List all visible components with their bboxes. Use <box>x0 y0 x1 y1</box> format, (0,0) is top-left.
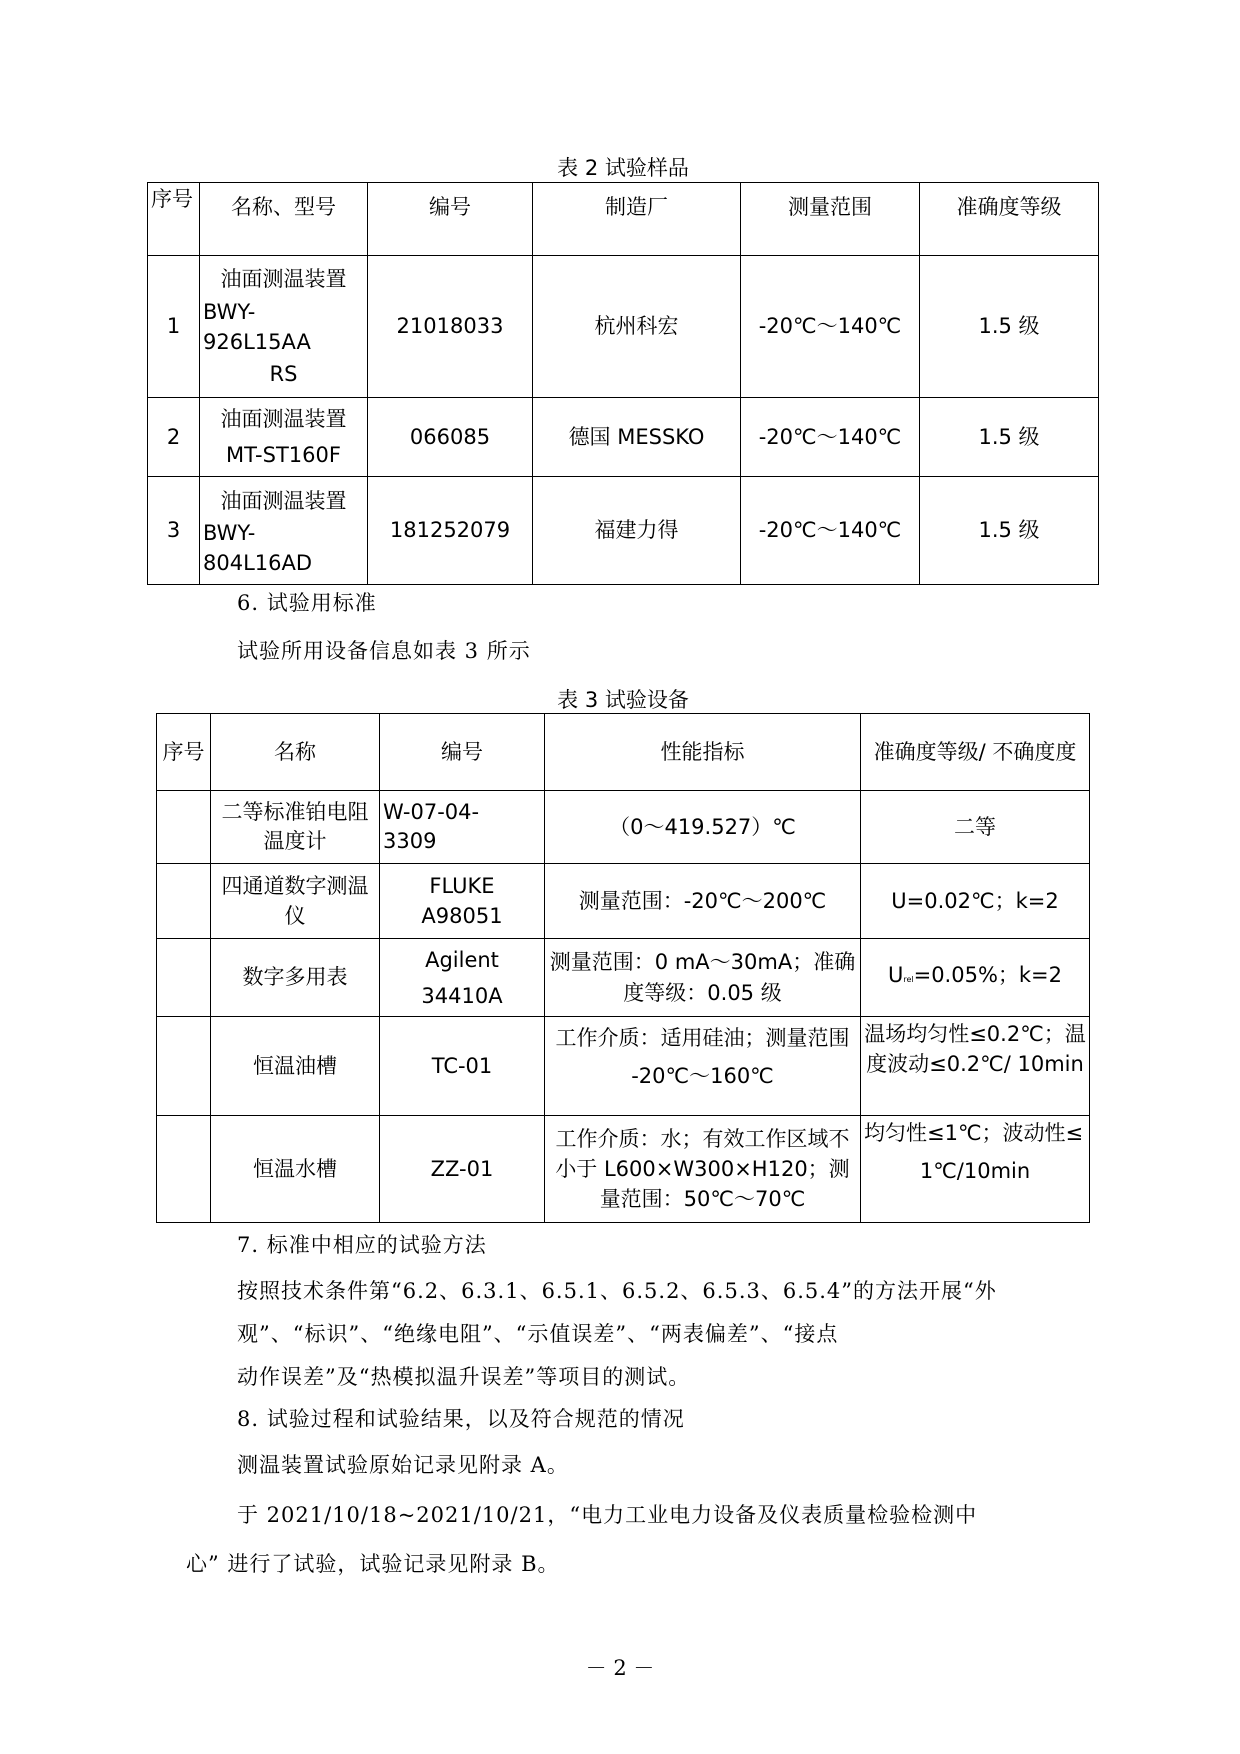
section8-line3: 心” 进行了试验，试验记录见附录 B。 <box>186 1552 560 1576</box>
row-range: -20℃～140℃ <box>741 477 920 585</box>
section7-line3: 动作误差”及“热模拟温升误差”等项目的测试。 <box>237 1365 691 1389</box>
row-code-b: A98051 <box>421 904 503 928</box>
row-name: 油面测温装置 <box>220 266 347 291</box>
table2-header-grade: 准确度等级 <box>920 183 1099 256</box>
row-maker: 福建力得 <box>533 477 741 585</box>
table2-header-no: 序号 <box>148 183 200 256</box>
row-code <box>380 791 545 864</box>
row-range: -20℃～140℃ <box>741 398 920 477</box>
row-grade: U=0.02℃；k=2 <box>861 864 1090 939</box>
row-name: 恒温油槽 <box>211 1017 380 1116</box>
table3-header-row <box>157 714 1090 791</box>
row-no: 2 <box>148 398 200 477</box>
table3-header-grade: 准确度等级/ 不确度度 <box>861 714 1090 791</box>
row-grade <box>861 939 1090 1017</box>
table2-header-code: 编号 <box>368 183 533 256</box>
table2-header-row <box>148 183 1099 256</box>
section6-heading: 6. 试验用标准 <box>237 591 377 615</box>
row-spec: 工作介质：水；有效工作区域不小于 L600×W300×H120；测量范围：50℃～70℃ <box>545 1116 861 1223</box>
row-name-model <box>200 477 368 585</box>
table2 <box>147 182 1099 585</box>
row-grade-sub: rel <box>903 975 914 984</box>
row-grade-rest: =0.05%；k=2 <box>913 963 1063 987</box>
row-code-b: 34410A <box>421 983 503 1008</box>
row-model-a: BWY- <box>203 299 256 324</box>
row-maker: 杭州科宏 <box>533 256 741 398</box>
row-no: 3 <box>148 477 200 585</box>
row-spec-b: -20℃～160℃ <box>631 1064 774 1088</box>
row-model-b: 926L15AA <box>203 329 311 354</box>
row-name: 四通道数字测温仪 <box>211 864 380 939</box>
table2-header-maker: 制造厂 <box>533 183 741 256</box>
table-row <box>157 1017 1090 1116</box>
section7-heading: 7. 标准中相应的试验方法 <box>237 1233 487 1257</box>
row-grade: 1.5 级 <box>920 256 1099 398</box>
row-code: 21018033 <box>368 256 533 398</box>
row-model-b: 804L16AD <box>203 550 313 575</box>
table-row <box>157 791 1090 864</box>
row-grade: 1.5 级 <box>920 398 1099 477</box>
row-code-a: FLUKE <box>429 874 495 898</box>
table-row <box>148 256 1099 398</box>
row-grade <box>861 1116 1090 1223</box>
row-name: 二等标准铂电阻温度计 <box>211 791 380 864</box>
table-row <box>157 864 1090 939</box>
row-name: 恒温水槽 <box>211 1116 380 1223</box>
row-grade: 二等 <box>861 791 1090 864</box>
row-name-model <box>200 398 368 477</box>
table-row <box>148 477 1099 585</box>
row-code: 181252079 <box>368 477 533 585</box>
row-name: 油面测温装置 <box>220 407 347 431</box>
section8-heading: 8. 试验过程和试验结果，以及符合规范的情况 <box>237 1407 685 1431</box>
row-grade: 1.5 级 <box>920 477 1099 585</box>
table2-header-name: 名称、型号 <box>200 183 368 256</box>
section7-line2: 观”、“标识”、“绝缘电阻”、“示值误差”、“两表偏差”、“接点 <box>237 1322 839 1346</box>
table2-caption: 表 2 试验样品 <box>557 156 689 180</box>
table3-caption: 表 3 试验设备 <box>557 688 689 712</box>
row-code: 066085 <box>368 398 533 477</box>
table-row <box>157 939 1090 1017</box>
section7-line1: 按照技术条件第“6.2、6.3.1、6.5.1、6.5.2、6.5.3、6.5.4”的方法开展“外 <box>237 1279 997 1303</box>
row-grade: 温场均匀性≤0.2℃；温度波动≤0.2℃/ 10min <box>861 1017 1090 1116</box>
table3-header-code: 编号 <box>380 714 545 791</box>
row-no <box>157 939 211 1017</box>
row-spec-a: 工作介质：适用硅油；测量范围 <box>555 1026 850 1050</box>
row-name-model <box>200 256 368 398</box>
row-grade-a: 均匀性≤1℃；波动性≤ <box>864 1121 1084 1145</box>
row-model-a: BWY- <box>203 520 256 545</box>
row-no <box>157 864 211 939</box>
row-model-c: RS <box>269 361 298 386</box>
row-spec: （0～419.527）℃ <box>545 791 861 864</box>
row-spec <box>545 1017 861 1116</box>
section8-line2: 于 2021/10/18~2021/10/21，“电力工业电力设备及仪表质量检验检测中 <box>237 1503 978 1527</box>
row-no: 1 <box>148 256 200 398</box>
table3 <box>156 713 1090 1223</box>
section8-line1: 测温装置试验原始记录见附录 A。 <box>237 1453 569 1477</box>
table2-header-range: 测量范围 <box>741 183 920 256</box>
table-row <box>148 398 1099 477</box>
row-no <box>157 1116 211 1223</box>
row-model-a: MT-ST160F <box>226 443 341 467</box>
section6-text: 试验所用设备信息如表 3 所示 <box>237 639 531 663</box>
row-grade-u: U <box>887 963 904 987</box>
row-name: 数字多用表 <box>211 939 380 1017</box>
row-code-b: 3309 <box>383 829 437 853</box>
row-no <box>157 791 211 864</box>
row-code: ZZ-01 <box>380 1116 545 1223</box>
page-number: － 2 － <box>585 1656 655 1680</box>
row-range: -20℃～140℃ <box>741 256 920 398</box>
row-name: 油面测温装置 <box>220 488 347 513</box>
row-grade-b: 1℃/10min <box>919 1159 1031 1183</box>
row-code <box>380 864 545 939</box>
table3-header-spec: 性能指标 <box>545 714 861 791</box>
row-code: TC-01 <box>380 1017 545 1116</box>
row-code-a: Agilent <box>425 947 499 972</box>
row-code-a: W-07-04- <box>383 800 480 824</box>
row-spec: 测量范围：-20℃～200℃ <box>545 864 861 939</box>
row-code <box>380 939 545 1017</box>
table-row <box>157 1116 1090 1223</box>
table3-header-no: 序号 <box>157 714 211 791</box>
row-no <box>157 1017 211 1116</box>
row-spec: 测量范围：0 mA～30mA；准确度等级：0.05 级 <box>545 939 861 1017</box>
row-maker: 德国 MESSKO <box>533 398 741 477</box>
table3-header-name: 名称 <box>211 714 380 791</box>
